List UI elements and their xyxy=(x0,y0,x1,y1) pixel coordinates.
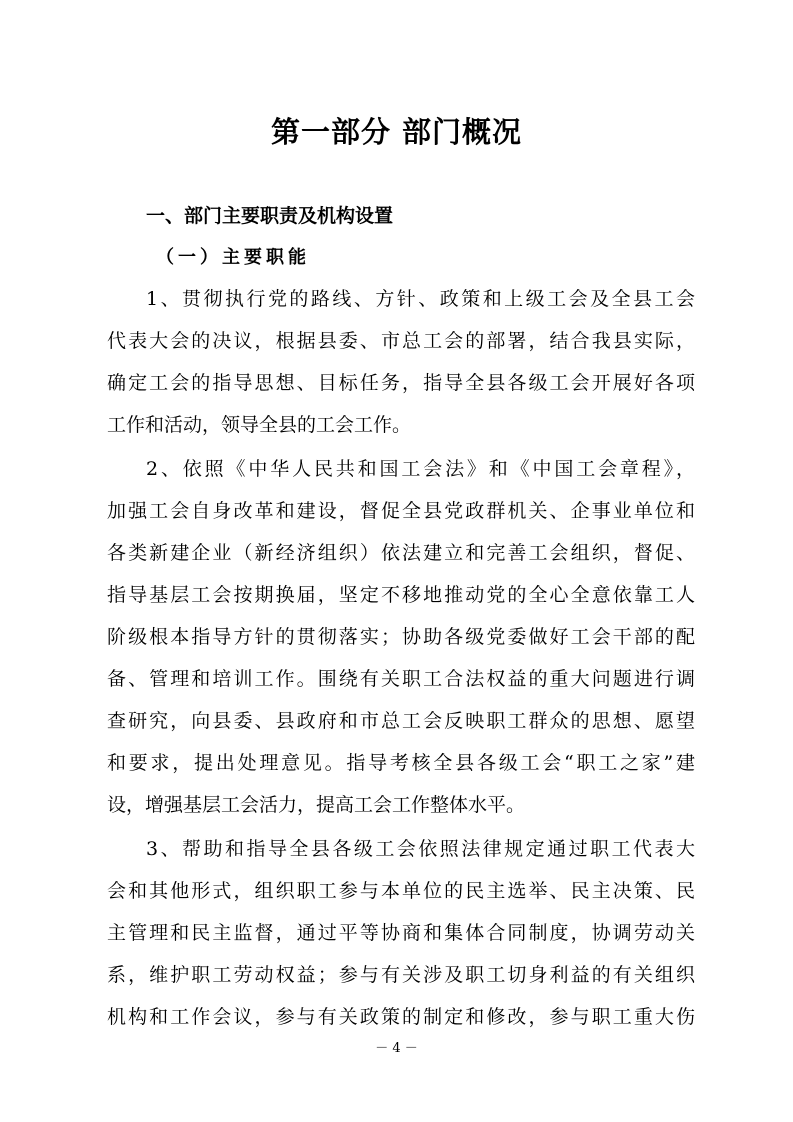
paragraph-1-line-4: 工作和活动，领导全县的工会工作。 xyxy=(107,414,412,436)
paragraph-2-line-9: 设，增强基层工会活力，提高工会工作整体水平。 xyxy=(107,794,526,816)
paragraph-3-line-1: 3、帮助和指导全县各级工会依照法律规定通过职工代表大 xyxy=(146,838,695,860)
paragraph-1-line-3: 确定工会的指导思想、目标任务，指导全县各级工会开展好各项 xyxy=(107,372,695,394)
paragraph-2-line-7: 查研究，向县委、县政府和市总工会反映职工群众的思想、愿望 xyxy=(107,710,695,732)
section-heading: 一、部门主要职责及机构设置 xyxy=(146,205,394,227)
paragraph-2-line-6: 备、管理和培训工作。围绕有关职工合法权益的重大问题进行调 xyxy=(107,668,695,690)
paragraph-3-line-4: 系，维护职工劳动权益；参与有关涉及职工切身利益的有关组织 xyxy=(107,964,695,986)
paragraph-3-line-5: 机构和工作会议，参与有关政策的制定和修改，参与职工重大伤 xyxy=(107,1006,695,1028)
paragraph-2-line-5: 阶级根本指导方针的贯彻落实；协助各级党委做好工会干部的配 xyxy=(107,626,695,648)
paragraph-1-line-1: 1、贯彻执行党的路线、方针、政策和上级工会及全县工会 xyxy=(146,288,695,310)
paragraph-2-line-8: 和要求，提出处理意见。指导考核全县各级工会“职工之家”建 xyxy=(107,752,695,774)
paragraph-3-line-2: 会和其他形式，组织职工参与本单位的民主选举、民主决策、民 xyxy=(107,880,695,902)
page-number: － 4 － xyxy=(375,1041,418,1056)
paragraph-2-line-2: 加强工会自身改革和建设，督促全县党政群机关、企事业单位和 xyxy=(107,500,695,522)
paragraph-1-line-2: 代表大会的决议，根据县委、市总工会的部署，结合我县实际， xyxy=(107,330,695,352)
paragraph-2-line-3: 各类新建企业（新经济组织）依法建立和完善工会组织，督促、 xyxy=(107,542,695,564)
paragraph-3-line-3: 主管理和民主监督，通过平等协商和集体合同制度，协调劳动关 xyxy=(107,922,695,944)
paragraph-2-line-1: 2、依照《中华人民共和国工会法》和《中国工会章程》， xyxy=(146,458,695,480)
paragraph-2-line-4: 指导基层工会按期换届，坚定不移地推动党的全心全意依靠工人 xyxy=(107,584,695,606)
sub-heading: （一）主要职能 xyxy=(156,247,310,268)
page-title: 第一部分 部门概况 xyxy=(270,115,523,149)
